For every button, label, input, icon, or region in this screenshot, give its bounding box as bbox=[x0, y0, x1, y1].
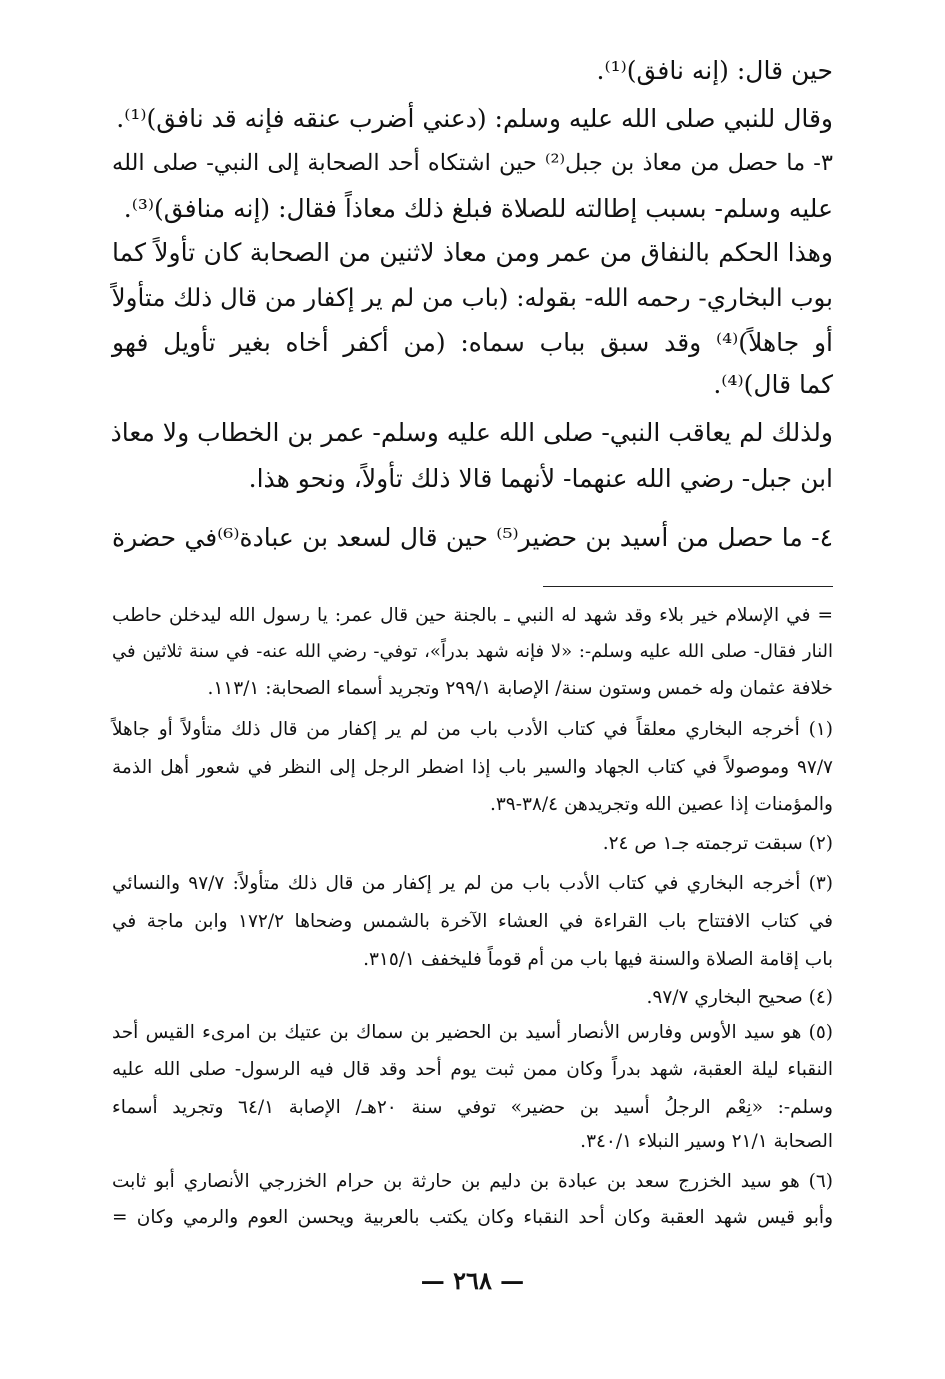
page-number: — ٢٦٨ — bbox=[420, 1266, 525, 1295]
footnote-line: النار فقال- صلى الله عليه وسلم-: «لا فإنه شهد بدراً»، توفي- رضي الله عنه- في سنة ثلاثين في bbox=[112, 641, 833, 662]
footnote-line: (٦) هو سيد الخزرج سعد بن عبادة بن دليم بن حارثة بن حرام الخزرجي الأنصاري أبو ثابت bbox=[112, 1171, 833, 1192]
footnote-line: (٥) هو سيد الأوس وفارس الأنصار أسيد بن الحضير بن سماك بن عتيك بن امرىء القيس أحد bbox=[112, 1022, 833, 1043]
footnote-line: (٤) صحيح البخاري ٩٧/٧. bbox=[646, 987, 833, 1008]
footnote-line: (٢) سبقت ترجمته جـ١ ص ٢٤. bbox=[602, 833, 833, 854]
body-line: ولذلك لم يعاقب النبي- صلى الله عليه وسلم- عمر بن الخطاب ولا معاذ bbox=[110, 418, 833, 447]
body-line: وهذا الحكم بالنفاق من عمر ومن معاذ لاثنين من الصحابة كان تأولاً كما bbox=[112, 238, 833, 267]
footnote-line: الصحابة ٢١/١ وسير النبلاء ٣٤٠/١. bbox=[580, 1131, 833, 1152]
footnote-line: والمؤمنات إذا عصين الله وتجريدهن ٣٨/٤-٣٩. bbox=[489, 794, 833, 815]
footnote-line: (١) أخرجه البخاري معلقاً في كتاب الأدب باب من لم ير إكفار من قال ذلك متأولاً أو جاهلاً bbox=[112, 719, 833, 740]
body-line: أو جاهلاً)⁽⁴⁾ وقد سبق بباب سماه: (من أكفر أخاه بغير تأويل فهو bbox=[112, 328, 834, 357]
footnote-line: (٣) أخرجه البخاري في كتاب الأدب باب من لم ير إكفار من قال ذلك متأولاً: ٩٧/٧ والنسائي bbox=[112, 873, 833, 894]
body-line: وقال للنبي صلى الله عليه وسلم: (دعني أضرب عنقه فإنه قد نافق)⁽¹⁾. bbox=[116, 104, 833, 133]
footnote-line: = في الإسلام خير بلاء وقد شهد له النبي ـ بالجنة حين قال عمر: يا رسول الله ليدخلن حاطب bbox=[112, 605, 833, 626]
footnote-line: ٩٧/٧ وموصولاً في كتاب الجهاد والسير باب إذا اضطر الرجل إلى النظر في شعور أهل الذمة bbox=[112, 757, 833, 778]
body-line: كما قال)⁽⁴⁾. bbox=[713, 370, 833, 399]
body-line: حين قال: (إنه نافق)⁽¹⁾. bbox=[596, 56, 833, 85]
footnote-line: النقباء ليلة العقبة، شهد بدراً وكان ممن ثبت يوم أحد وقد قال فيه الرسول- صلى الله عليه bbox=[112, 1059, 833, 1080]
body-line: ابن جبل- رضي الله عنهما- لأنهما قالا ذلك تأولاً، ونحو هذا. bbox=[248, 464, 833, 493]
body-line: ٤- ما حصل من أسيد بن حضير⁽⁵⁾ حين قال لسعد بن عبادة⁽⁶⁾في حضرة bbox=[112, 523, 833, 552]
footnote-line: باب إقامة الصلاة والسنة فيها باب من أم قوماً فليخفف ٣١٥/١. bbox=[363, 949, 833, 970]
body-line: عليه وسلم- بسبب إطالته للصلاة فبلغ ذلك معاذاً فقال: (إنه منافق)⁽³⁾. bbox=[123, 194, 833, 223]
footnote-line: وسلم-: «نِعْم الرجلُ أسيد بن حضير» توفي سنة ٢٠هـ/ الإصابة ٦٤/١ وتجريد أسماء bbox=[112, 1097, 833, 1118]
footnote-separator bbox=[543, 586, 833, 587]
footnote-line: في كتاب الافتتاح باب القراءة في العشاء الآخرة بالشمس وضحاها ١٧٢/٢ وابن ماجة في bbox=[112, 911, 833, 932]
body-line: بوب البخاري- رحمه الله- بقوله: (باب من لم ير إكفار من قال ذلك متأولاً bbox=[111, 283, 833, 312]
body-line: ٣- ما حصل من معاذ بن جبل⁽²⁾ حين اشتكاه أحد الصحابة إلى النبي- صلى الله bbox=[112, 150, 834, 176]
footnote-line: خلافة عثمان وله خمس وستون سنة/ الإصابة ٢٩٩/١ وتجريد أسماء الصحابة: ١١٣/١. bbox=[207, 678, 833, 699]
footnote-line: وأبو قيس شهد العقبة وكان أحد النقباء وكان يكتب بالعربية ويحسن العوم والرمي وكان = bbox=[112, 1207, 833, 1228]
